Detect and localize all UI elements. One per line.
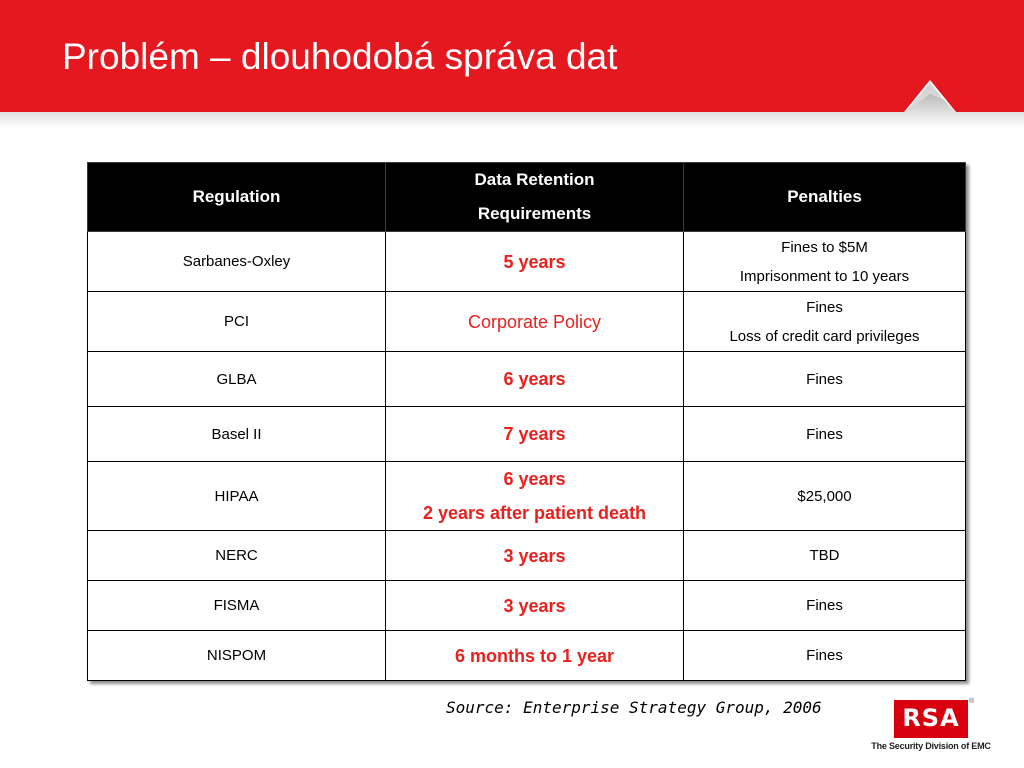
penalties-cell: [684, 462, 966, 531]
header-retention: [386, 163, 684, 232]
regulation-cell: HIPAA: [88, 462, 386, 531]
retention-cell: [386, 581, 684, 631]
regulation-cell: PCI: [88, 292, 386, 352]
table-row: [88, 232, 966, 292]
retention-table: [87, 162, 966, 681]
penalty-value: Imprisonment to 10 years: [739, 267, 910, 285]
header-retention-line-2: Requirements: [477, 204, 592, 223]
retention-value: Corporate Policy: [467, 311, 602, 332]
table-row: [88, 531, 966, 581]
header-regulation: Regulation: [88, 163, 386, 232]
table-header-row: [88, 163, 966, 232]
penalty-value: TBD: [809, 547, 840, 564]
regulation-cell: Basel II: [88, 407, 386, 462]
retention-cell: [386, 407, 684, 462]
retention-cell: [386, 631, 684, 681]
penalty-value: Loss of credit card privileges: [729, 327, 920, 345]
table-row: [88, 292, 966, 352]
penalties-cell: [684, 581, 966, 631]
penalties-cell: [684, 631, 966, 681]
retention-value: 5 years: [503, 251, 566, 272]
table-row: [88, 407, 966, 462]
penalties-cell: [684, 352, 966, 407]
retention-value: 3 years: [503, 595, 566, 616]
penalties-cell: [684, 407, 966, 462]
regulation-cell: NISPOM: [88, 631, 386, 681]
retention-value: 6 years: [503, 469, 566, 489]
retention-value: 2 years after patient death: [422, 503, 647, 523]
penalty-value: Fines to $5M: [781, 238, 868, 256]
regulation-cell: FISMA: [88, 581, 386, 631]
header-retention-line-1: Data Retention: [474, 170, 595, 189]
regulation-cell: Sarbanes-Oxley: [88, 232, 386, 292]
regulation-cell: NERC: [88, 531, 386, 581]
retention-cell: [386, 531, 684, 581]
penalty-value: $25,000: [797, 487, 852, 505]
slide-title: Problém – dlouhodobá správa dat: [62, 36, 618, 77]
retention-cell: [386, 352, 684, 407]
penalties-cell: [684, 232, 966, 292]
rsa-logo-text: RSA: [902, 704, 960, 732]
penalty-value: Fines: [806, 425, 843, 443]
retention-cell: [386, 462, 684, 531]
retention-value: 3 years: [503, 545, 566, 566]
retention-cell: [386, 232, 684, 292]
logo-tagline: The Security Division of EMC: [871, 741, 991, 751]
retention-value: 6 years: [503, 369, 566, 389]
penalty-value: Fines: [806, 597, 843, 614]
retention-value: 6 months to 1 year: [455, 645, 615, 666]
source-note: Source: Enterprise Strategy Group, 2006: [446, 698, 822, 717]
retention-value: 7 years: [503, 424, 566, 444]
penalties-cell: [684, 531, 966, 581]
rsa-logo: [866, 700, 996, 756]
header-penalties: Penalties: [684, 163, 966, 232]
table-row: [88, 352, 966, 407]
rsa-logo-box: [894, 700, 968, 738]
penalty-value: Fines: [806, 298, 843, 316]
table-row: [88, 581, 966, 631]
retention-cell: [386, 292, 684, 352]
regulation-cell: GLBA: [88, 352, 386, 407]
penalty-value: Fines: [806, 647, 843, 664]
table-row: [88, 462, 966, 531]
penalty-value: Fines: [806, 370, 843, 388]
registered-mark: ®: [969, 698, 975, 705]
table-row: [88, 631, 966, 681]
penalties-cell: [684, 292, 966, 352]
